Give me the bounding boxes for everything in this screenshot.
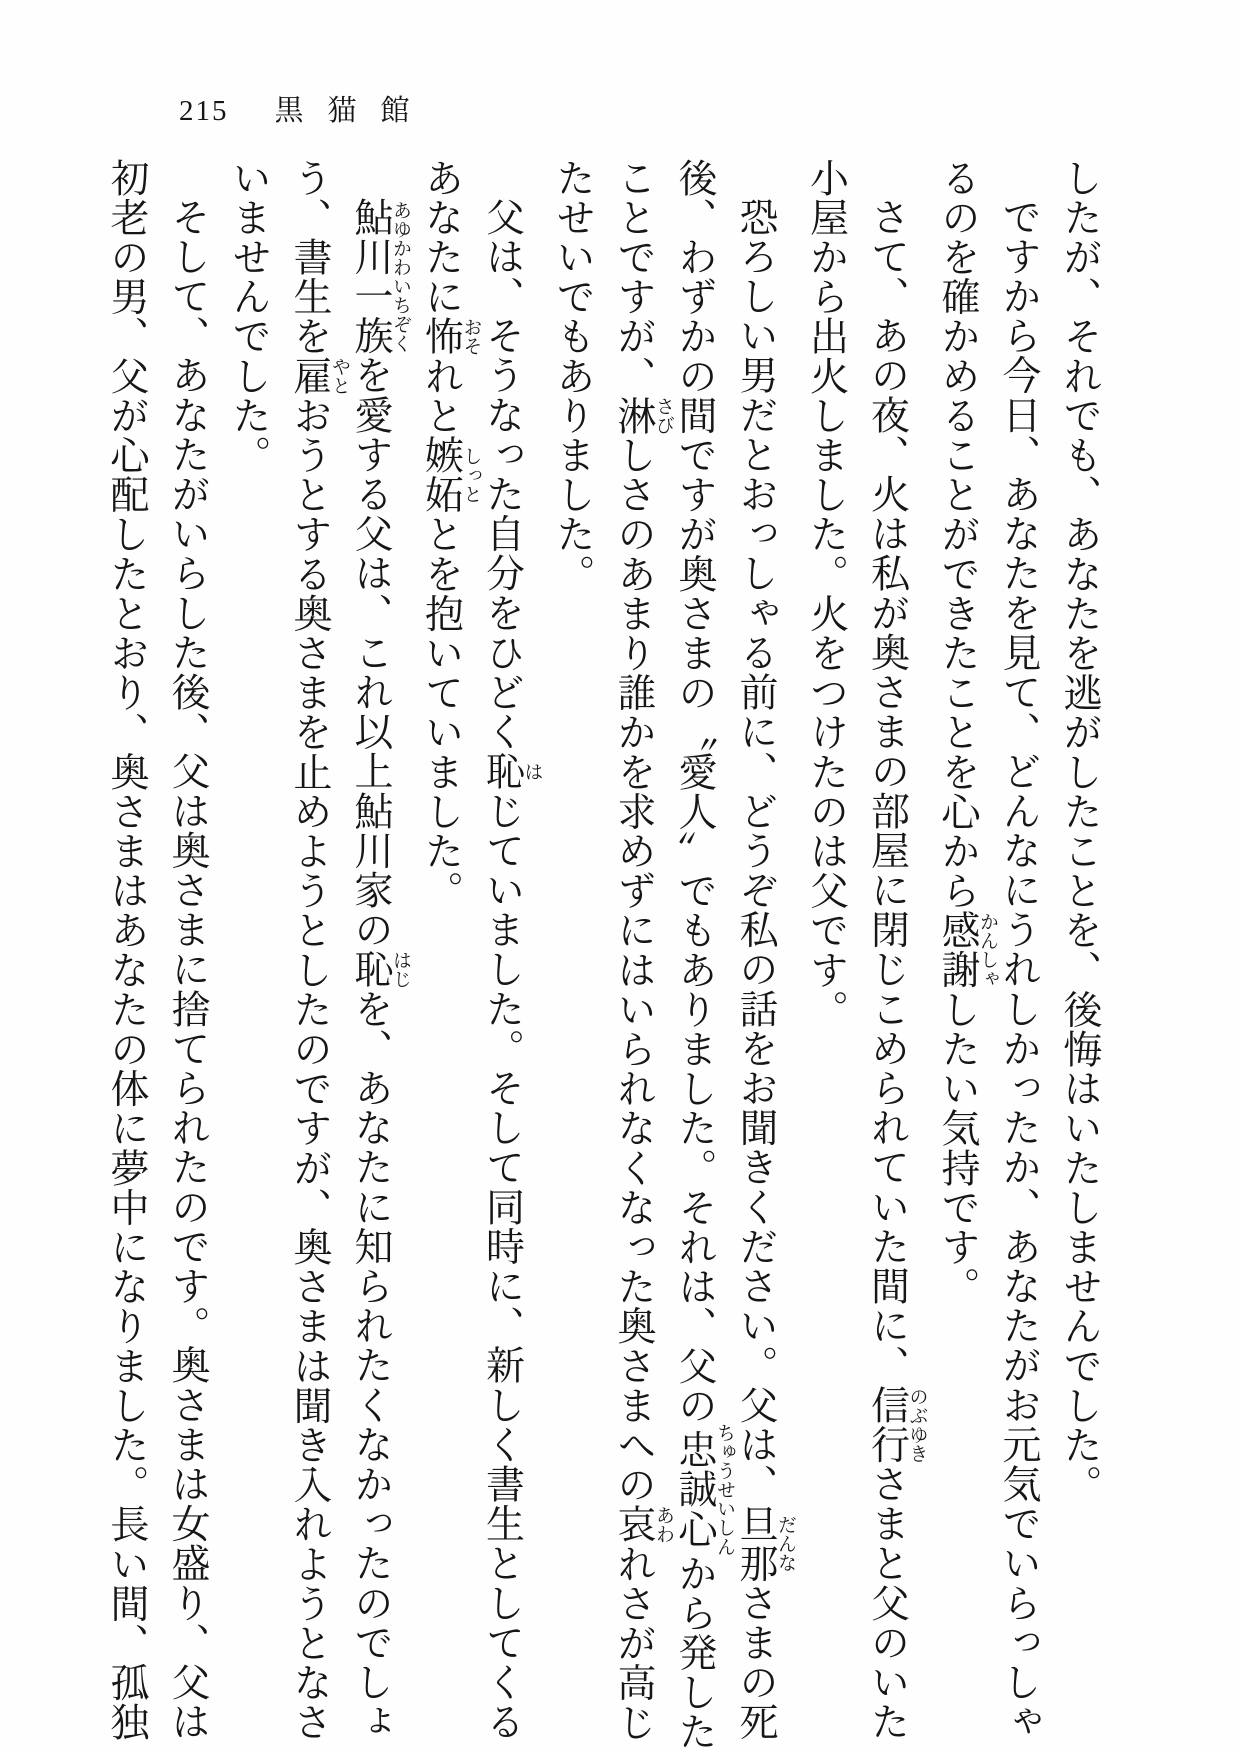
book-title: 黒猫館 xyxy=(274,95,434,127)
text-block xyxy=(105,158,1110,1752)
ruby-annotated-word: 淋さび xyxy=(612,395,674,436)
ruby-annotated-word: 鮎川一族あゆかわいちぞく xyxy=(349,197,411,356)
ruby-annotated-word: 恥は xyxy=(480,751,543,792)
ruby-annotated-word: 雇やと xyxy=(288,356,350,396)
ruby-annotated-word: 恥はじ xyxy=(349,949,411,990)
paragraph: さて、あの夜、火は私が奥さまの部屋に閉じこめられていた間に、信行のぶゆきさまと父のいた小屋から出火しました。火をつけたのは父です。 xyxy=(804,158,928,1742)
ruby-annotated-word: 信行のぶゆき xyxy=(865,1385,928,1465)
ruby-annotated-word: 哀あわ xyxy=(612,1504,674,1545)
page-number: 215 xyxy=(179,95,229,127)
ruby-annotated-word: 旦那だんな xyxy=(734,1503,796,1584)
running-header xyxy=(179,96,434,128)
paragraph: 恐ろしい男だとおっしゃる前に、どうぞ私の話をお聞きください。父は、旦那だんなさまの死後、わずかの間ですが奥さまの〝愛人〟でもありました。それは、父の忠誠心ちゅうせいしんから発したことですが、淋さびしさのあまり誰かを求めずにはいられなくなった奥さまへの哀あわれさが高じたせいでもありました。 xyxy=(551,158,796,1752)
paragraph: そして、あなたがいらした後、父は奥さまに捨てられたのです。奥さまは女盛り、父は初老の男、父が心配したとおり、奥さまはあなたの体に夢中になりました。長い間、孤独 xyxy=(105,158,209,1742)
paragraph: ですから今日、あなたを見て、どんなにうれしかったか、あなたがお元気でいらっしゃるのを確かめることができたことを心から感謝かんしゃしたい気持です。 xyxy=(936,158,1040,1742)
ruby-annotated-word: 嫉妬しっと xyxy=(419,435,482,515)
ruby-annotated-word: 忠誠心ちゅうせいしん xyxy=(673,1422,735,1556)
ruby-annotated-word: 感謝かんしゃ xyxy=(936,910,998,990)
paragraph: したが、それでも、あなたを逃がしたことを、後悔はいたしませんでした。 xyxy=(1058,158,1101,1505)
paragraph: 鮎川一族あゆかわいちぞくを愛する父は、これ以上鮎川家の恥はじを、あなたに知られたくなかったのでしょう、書生を雇やとおうとする奥さまを止めようとしたのですが、奥さまは聞き入れようとなさいませんでした。 xyxy=(227,158,411,1743)
paragraph: 父は、そうなった自分をひどく恥はじていました。そして同時に、新しく書生としてくるあなたに怖おそれと嫉妬しっととを抱いていました。 xyxy=(419,158,543,1742)
ruby-annotated-word: 怖おそ xyxy=(419,316,482,357)
